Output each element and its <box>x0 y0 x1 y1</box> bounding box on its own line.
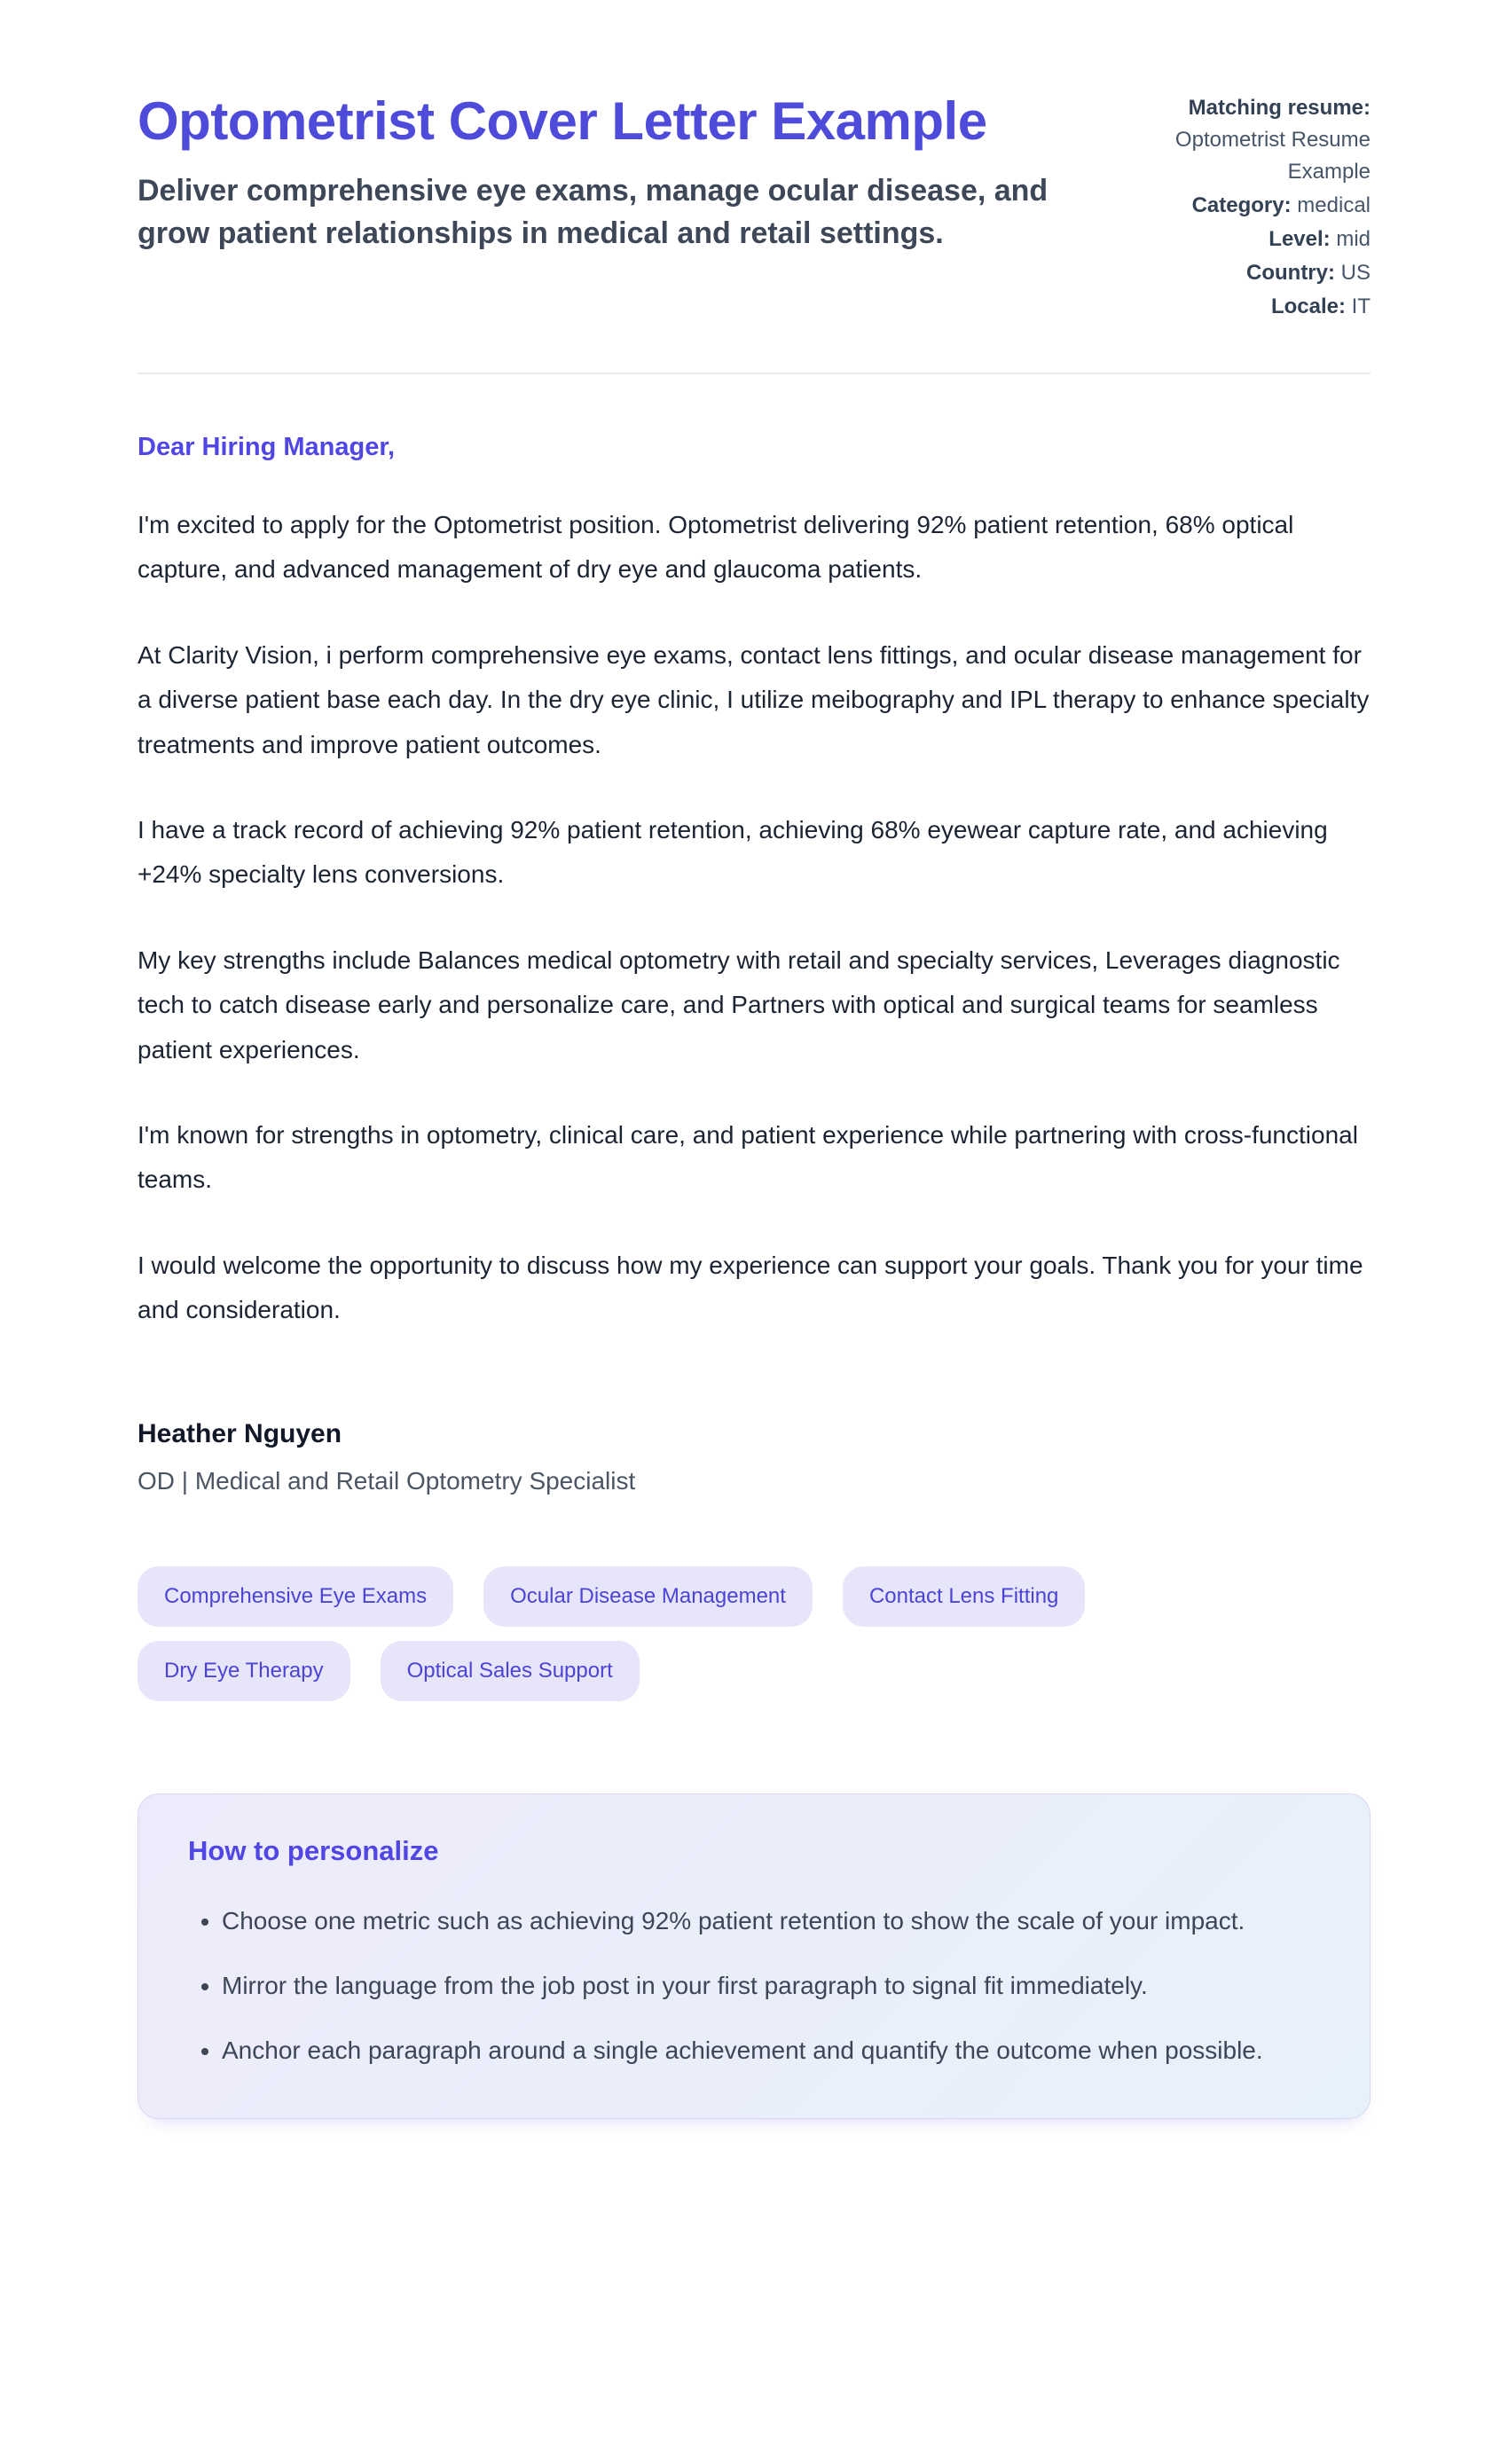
signature-block <box>137 1419 1371 1495</box>
letter-paragraph: At Clarity Vision, i perform comprehensive eye exams, contact lens fittings, and ocular disease management for a diverse patient base each day. In the dry eye clinic, I utilize meibography and IPL therapy to enhance specialty treatments and improve patient outcomes. <box>137 640 1370 758</box>
meta-value: Optometrist Resume Example <box>1174 128 1371 184</box>
letter-paragraph: I would welcome the opportunity to discuss how my experience can support your goals. Thank you for your time and consideration. <box>137 1251 1363 1324</box>
meta-value: IT <box>1351 294 1371 318</box>
skill-tag: Dry Eye Therapy <box>137 1641 350 1701</box>
skill-tags <box>137 1566 1326 1701</box>
page-title: Optometrist Cover Letter Example <box>137 91 987 151</box>
page-header <box>137 87 1371 325</box>
meta-row <box>1100 224 1371 255</box>
tips-item: • Anchor each paragraph around a single achievement and quantify the outcome when possible. <box>222 2028 1320 2072</box>
meta-row <box>1100 257 1371 289</box>
tips-list <box>188 1899 1320 2072</box>
tips-heading: How to personalize <box>188 1835 439 1867</box>
letter-paragraph: I'm excited to apply for the Optometrist position. Optometrist delivering 92% patient retention, 68% optical capture, and advanced management of dry eye and glaucoma patients. <box>137 511 1294 584</box>
page-subtitle: Deliver comprehensive eye exams, manage ocular disease, and grow patient relationships in medical and retail settings. <box>137 174 1049 250</box>
skill-tag: Contact Lens Fitting <box>843 1566 1085 1627</box>
signature-title: OD | Medical and Retail Optometry Specialist <box>137 1467 636 1495</box>
meta-row <box>1100 92 1371 188</box>
personalize-tips-box <box>137 1793 1371 2119</box>
meta-value: medical <box>1297 193 1371 217</box>
skill-tag: Ocular Disease Management <box>483 1566 813 1627</box>
resume-meta <box>1100 87 1371 325</box>
letter-paragraphs <box>137 503 1371 1332</box>
header-title-block <box>137 87 1051 255</box>
header-divider <box>137 373 1371 374</box>
letter-paragraph: My key strengths include Balances medical optometry with retail and specialty services, Leverages diagnostic tech to catch disease early and personalize care, and Partners with optical and surgical teams for seamless patient experiences. <box>137 946 1340 1063</box>
meta-label: Category: <box>1191 193 1292 217</box>
meta-label: Level: <box>1268 227 1331 251</box>
skill-tag: Optical Sales Support <box>381 1641 640 1701</box>
cover-letter-body <box>137 433 1371 1495</box>
skill-tag: Comprehensive Eye Exams <box>137 1566 453 1627</box>
letter-paragraph: I have a track record of achieving 92% patient retention, achieving 68% eyewear capture rate, and achieving +24% specialty lens conversions. <box>137 815 1328 889</box>
meta-row <box>1100 291 1371 323</box>
meta-label: Locale: <box>1270 294 1346 318</box>
letter-paragraph: I'm known for strengths in optometry, clinical care, and patient experience while partnering with cross-functional teams. <box>137 1120 1358 1194</box>
signature-name: Heather Nguyen <box>137 1419 342 1449</box>
meta-label: Matching resume: <box>1188 96 1371 120</box>
meta-value: US <box>1340 261 1371 285</box>
meta-value: mid <box>1336 227 1371 251</box>
tips-item: • Choose one metric such as achieving 92% patient retention to show the scale of your impact. <box>222 1899 1320 1942</box>
meta-label: Country: <box>1246 261 1335 285</box>
meta-row <box>1100 190 1371 222</box>
tips-item: • Mirror the language from the job post in your first paragraph to signal fit immediately. <box>222 1964 1320 2007</box>
letter-greeting: Dear Hiring Manager, <box>137 433 396 461</box>
